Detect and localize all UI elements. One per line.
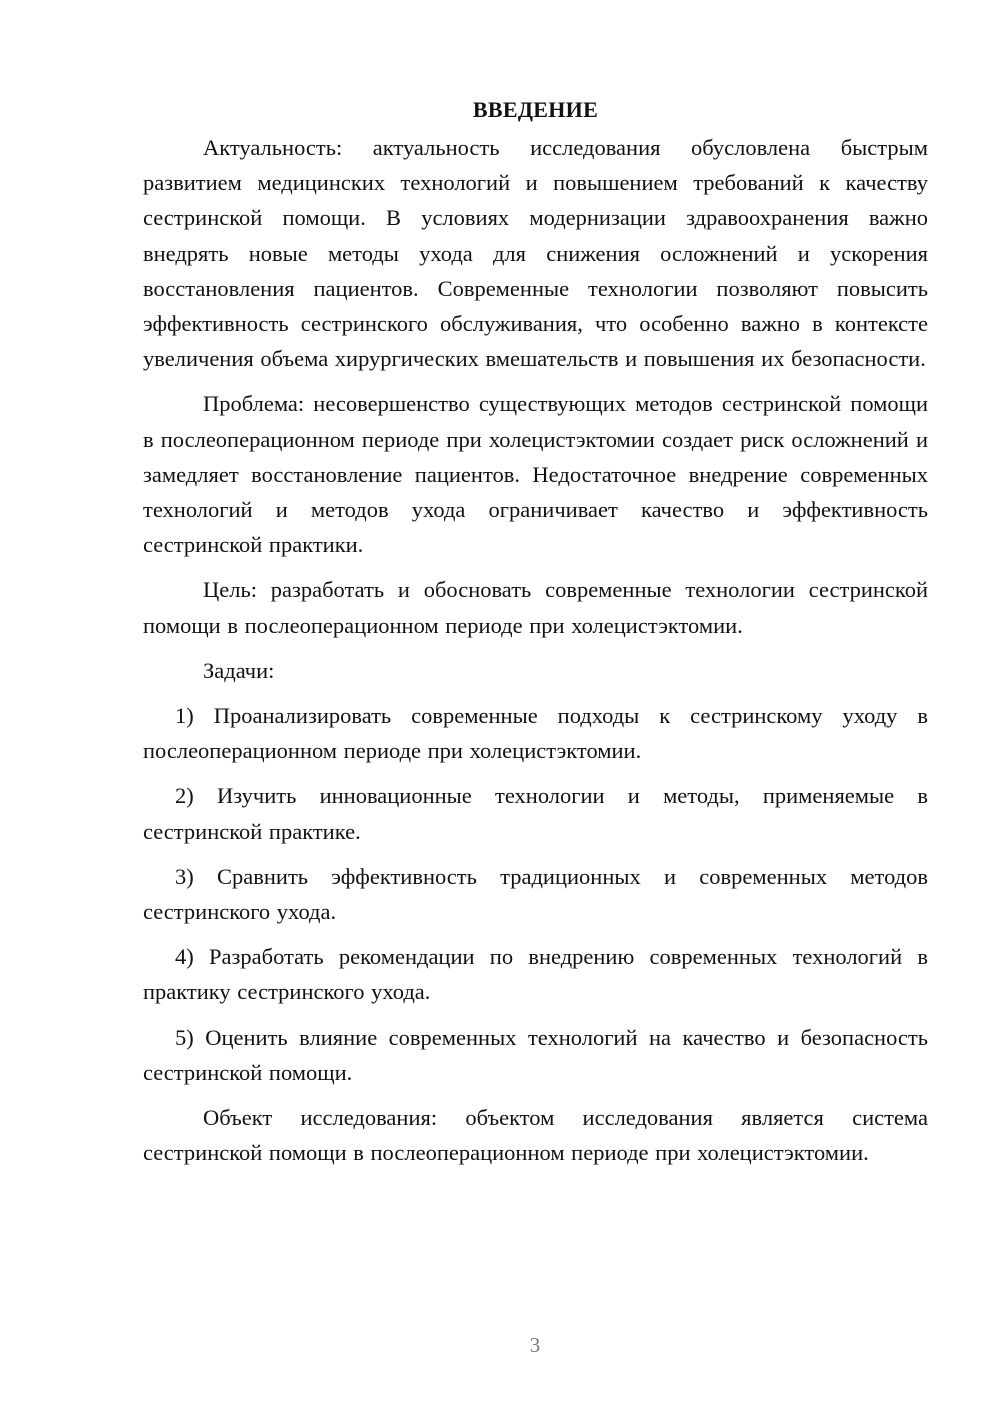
document-page bbox=[143, 95, 928, 1170]
page-number: 3 bbox=[529, 1333, 541, 1357]
task-item: 5) Оценить влияние современных технологий на качество и безопасность сестринской помощи. bbox=[143, 1024, 928, 1085]
tasks-heading: Задачи: bbox=[203, 657, 275, 683]
task-item: 3) Сравнить эффективность традиционных и современных методов сестринского ухода. bbox=[143, 863, 928, 925]
paragraph-problem: Проблема: несовершенство существующих методов сестринской помощи в послеоперационном периоде при холецистэктомии создает риск осложнений и замедляет восстановление пациентов. Недостаточное внедрение современных технологий и методов ухода ограничивает качество и эффективность сестринской практики. bbox=[143, 391, 928, 558]
paragraph-object: Объект исследования: объектом исследования является система сестринской помощи в послеоперационном периоде при холецистэктомии. bbox=[143, 1105, 928, 1166]
task-item: 4) Разработать рекомендации по внедрению современных технологий в практику сестринского ухода. bbox=[143, 944, 928, 1005]
tasks-list bbox=[143, 698, 928, 1090]
paragraph-relevance: Актуальность: актуальность исследования обусловлена быстрым развитием медицинских технологий и повышением требований к качеству сестринской помощи. В условиях модернизации здравоохранения важно внедрять новые методы ухода для снижения осложнений и ускорения восстановления пациентов. Современные технологии позволяют повысить эффективность сестринского обслуживания, что особенно важно в контексте увеличения объема хирургических вмешательств и повышения их безопасности. bbox=[143, 135, 928, 372]
paragraph-goal: Цель: разработать и обосновать современные технологии сестринской помощи в послеоперационном периоде при холецистэктомии. bbox=[143, 577, 928, 638]
task-item: 2) Изучить инновационные технологии и методы, применяемые в сестринской практике. bbox=[143, 783, 928, 844]
page-title: ВВЕДЕНИЕ bbox=[472, 97, 599, 122]
task-item: 1) Проанализировать современные подходы к сестринскому уходу в послеоперационном периоде при холецистэктомии. bbox=[143, 703, 928, 764]
